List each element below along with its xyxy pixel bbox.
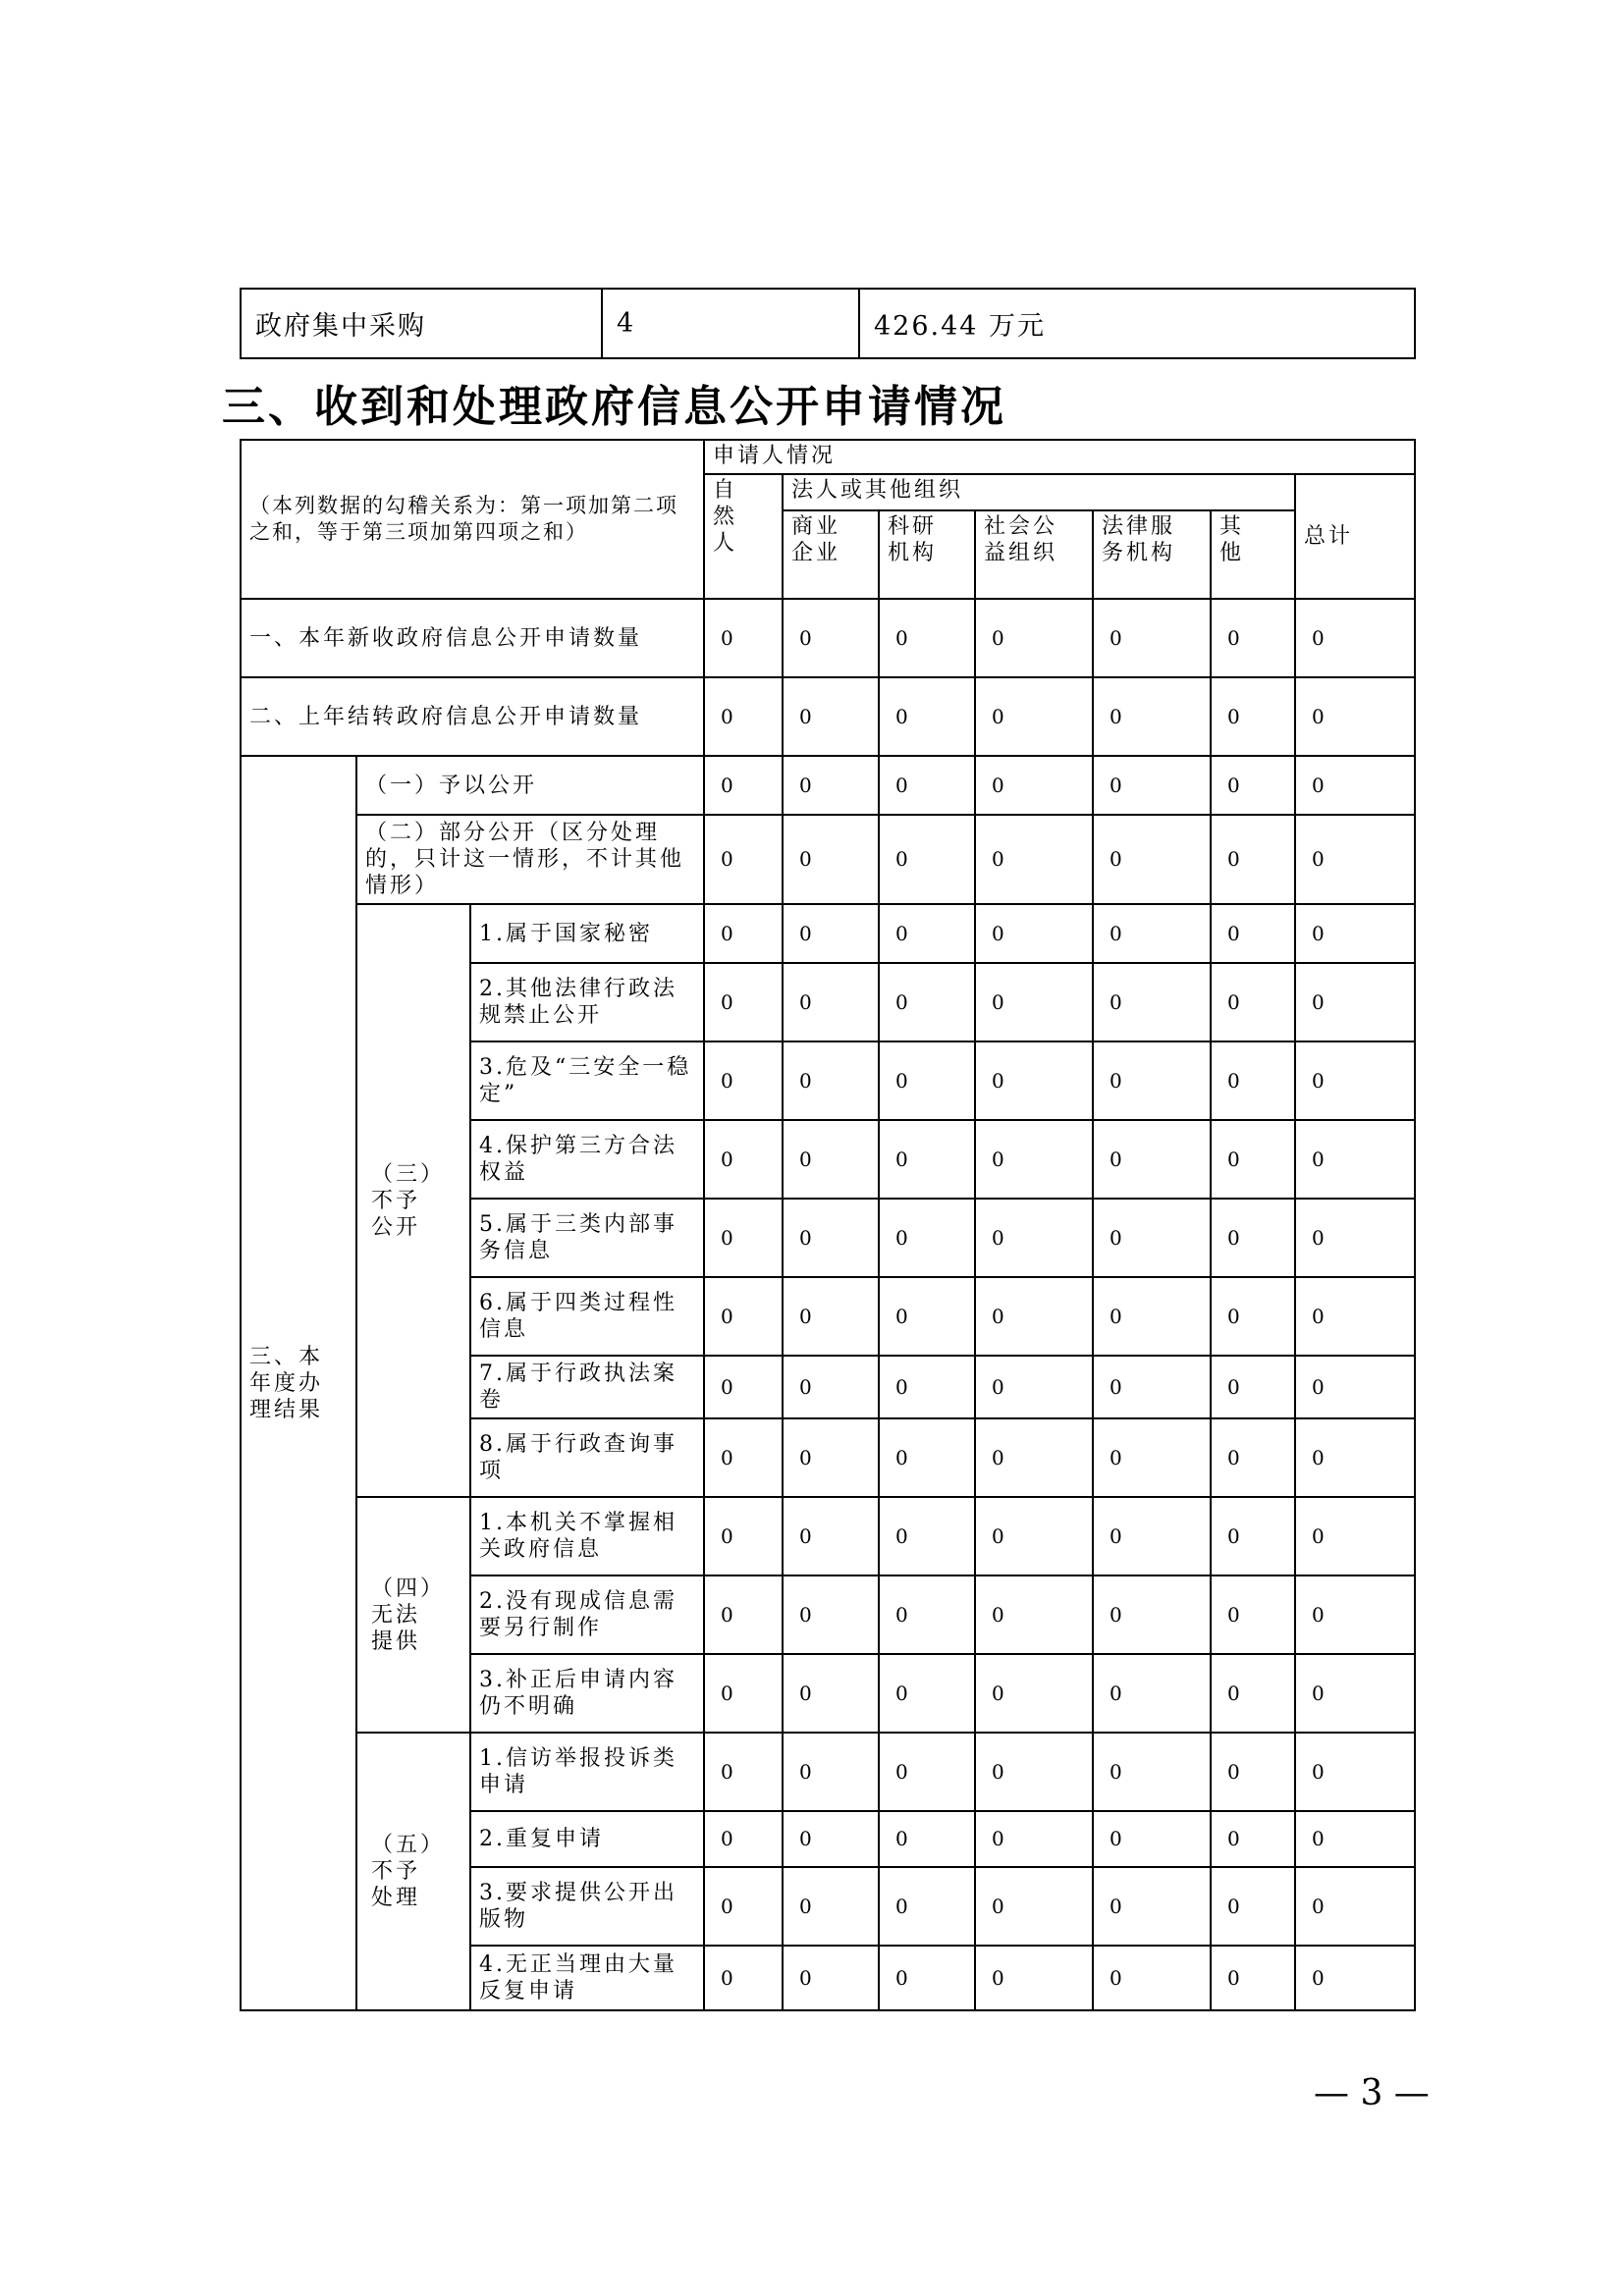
- sub-item-label: 3.危及“三安全一稳定”: [470, 1041, 704, 1120]
- cell-value: 0: [1093, 1199, 1211, 1277]
- sub-item-label: 8.属于行政查询事项: [470, 1418, 704, 1497]
- table-row: [241, 677, 1415, 756]
- sub3-label-text: （三）不予公开: [371, 1161, 446, 1240]
- procurement-table: [240, 288, 1416, 359]
- sub4-label: [356, 1497, 470, 1733]
- table-row: [241, 1497, 1415, 1575]
- col-research-label: 科研机构: [888, 514, 938, 565]
- group3-label: [241, 756, 356, 2010]
- cell-value: 0: [975, 677, 1093, 756]
- cell-value: 0: [783, 1654, 879, 1733]
- col-public-welfare-label: 社会公益组织: [984, 514, 1058, 565]
- cell-value: 0: [704, 1497, 783, 1575]
- cell-value: 0: [1211, 1946, 1295, 2010]
- cell-value: 0: [783, 963, 879, 1041]
- sub-item-label: 2.重复申请: [470, 1811, 704, 1867]
- cell-value: 0: [1295, 1277, 1415, 1356]
- cell-value: 0: [975, 1356, 1093, 1418]
- natural-person-label: 自然人: [713, 478, 738, 556]
- cell-value: 0: [704, 1120, 783, 1199]
- cell-value: 0: [704, 1811, 783, 1867]
- cell-value: 0: [1093, 756, 1211, 815]
- cell-value: 0: [975, 1120, 1093, 1199]
- cell-value: 0: [975, 1277, 1093, 1356]
- cell-value: 0: [1295, 1418, 1415, 1497]
- cell-value: 0: [1295, 1654, 1415, 1733]
- cell-value: 0: [783, 1356, 879, 1418]
- cell-value: 0: [879, 677, 975, 756]
- cell-value: 0: [1295, 904, 1415, 963]
- cell-value: 0: [1295, 756, 1415, 815]
- cell-value: 0: [704, 1041, 783, 1120]
- cell-value: 0: [975, 1867, 1093, 1946]
- cell-value: 0: [879, 1356, 975, 1418]
- cell-value: 0: [1295, 1811, 1415, 1867]
- cell-value: 0: [879, 1575, 975, 1654]
- sub-item-label: 2.没有现成信息需要另行制作: [470, 1575, 704, 1654]
- col-public-welfare: [975, 510, 1093, 599]
- cell-value: 0: [1093, 677, 1211, 756]
- cell-value: 0: [1211, 1733, 1295, 1811]
- cell-value: 0: [879, 756, 975, 815]
- cell-value: 0: [1295, 1946, 1415, 2010]
- cell-value: 0: [1295, 1497, 1415, 1575]
- cell-value: 0: [879, 1811, 975, 1867]
- cell-value: 0: [1093, 815, 1211, 904]
- sub-item-label: 1.本机关不掌握相关政府信息: [470, 1497, 704, 1575]
- sub-item-label: 7.属于行政执法案卷: [470, 1356, 704, 1418]
- cell-value: 0: [1295, 1733, 1415, 1811]
- cell-value: 0: [1295, 1575, 1415, 1654]
- cell-value: 0: [975, 599, 1093, 677]
- cell-value: 0: [1295, 963, 1415, 1041]
- cell-value: 0: [704, 1356, 783, 1418]
- cell-value: 0: [1211, 599, 1295, 677]
- cell-value: 0: [879, 1867, 975, 1946]
- applicant-header: 申请人情况: [704, 440, 1415, 474]
- cell-value: 0: [1093, 1654, 1211, 1733]
- cell-value: 0: [783, 815, 879, 904]
- procurement-label: 政府集中采购: [241, 289, 602, 358]
- cell-value: 0: [879, 963, 975, 1041]
- cell-value: 0: [783, 1199, 879, 1277]
- cell-value: 0: [975, 963, 1093, 1041]
- procurement-amount: 426.44 万元: [859, 289, 1415, 358]
- table-row: [241, 599, 1415, 677]
- row2-label: 二、上年结转政府信息公开申请数量: [241, 677, 704, 756]
- table-row: [241, 289, 1415, 358]
- col-business: [783, 510, 879, 599]
- section-heading: 三、收到和处理政府信息公开申请情况: [222, 382, 1006, 432]
- sub-item-label: 5.属于三类内部事务信息: [470, 1199, 704, 1277]
- col-legal-service-label: 法律服务机构: [1102, 514, 1176, 565]
- cell-value: 0: [783, 1418, 879, 1497]
- cell-value: 0: [1211, 756, 1295, 815]
- sub4-label-text: （四）无法提供: [371, 1575, 446, 1654]
- cell-value: 0: [879, 1733, 975, 1811]
- cell-value: 0: [975, 1199, 1093, 1277]
- cell-value: 0: [879, 815, 975, 904]
- cell-value: 0: [879, 599, 975, 677]
- table-row: [241, 815, 1415, 904]
- cell-value: 0: [783, 1946, 879, 2010]
- cell-value: 0: [879, 1041, 975, 1120]
- cell-value: 0: [1295, 1867, 1415, 1946]
- sub-item-label: 1.信访举报投诉类申请: [470, 1733, 704, 1811]
- cell-value: 0: [1093, 963, 1211, 1041]
- cell-value: 0: [783, 599, 879, 677]
- cell-value: 0: [783, 1497, 879, 1575]
- disclosure-table: [240, 439, 1416, 2011]
- header-row-1: [241, 440, 1415, 474]
- cell-value: 0: [1211, 904, 1295, 963]
- cell-value: 0: [783, 1041, 879, 1120]
- cell-value: 0: [975, 815, 1093, 904]
- cell-value: 0: [704, 1199, 783, 1277]
- cell-value: 0: [1295, 1199, 1415, 1277]
- item2-label: （二）部分公开（区分处理的，只计这一情形，不计其他情形）: [356, 815, 704, 904]
- cell-value: 0: [1211, 1120, 1295, 1199]
- cell-value: 0: [704, 1654, 783, 1733]
- cell-value: 0: [1211, 1041, 1295, 1120]
- cell-value: 0: [1093, 1867, 1211, 1946]
- col-total: 总计: [1295, 474, 1415, 599]
- cell-value: 0: [783, 904, 879, 963]
- cell-value: 0: [704, 599, 783, 677]
- cell-value: 0: [1211, 1654, 1295, 1733]
- cell-value: 0: [879, 1497, 975, 1575]
- cell-value: 0: [1093, 1418, 1211, 1497]
- cell-value: 0: [1093, 1811, 1211, 1867]
- sub5-label: [356, 1733, 470, 2010]
- sub-item-label: 2.其他法律行政法规禁止公开: [470, 963, 704, 1041]
- sub-item-label: 1.属于国家秘密: [470, 904, 704, 963]
- col-other: [1211, 510, 1295, 599]
- sub-item-label: 4.保护第三方合法权益: [470, 1120, 704, 1199]
- cell-value: 0: [879, 904, 975, 963]
- cell-value: 0: [704, 1867, 783, 1946]
- cell-value: 0: [704, 1575, 783, 1654]
- cell-value: 0: [1295, 599, 1415, 677]
- cell-value: 0: [975, 1946, 1093, 2010]
- cell-value: 0: [704, 756, 783, 815]
- cell-value: 0: [879, 1654, 975, 1733]
- cell-value: 0: [1211, 677, 1295, 756]
- cell-value: 0: [1211, 1199, 1295, 1277]
- cell-value: 0: [783, 1733, 879, 1811]
- col-natural-person: [704, 474, 783, 599]
- cell-value: 0: [783, 1811, 879, 1867]
- cell-value: 0: [975, 1041, 1093, 1120]
- cell-value: 0: [1211, 1418, 1295, 1497]
- cell-value: 0: [1211, 1811, 1295, 1867]
- cell-value: 0: [1211, 1356, 1295, 1418]
- cell-value: 0: [1093, 1356, 1211, 1418]
- sub-item-label: 4.无正当理由大量反复申请: [470, 1946, 704, 2010]
- table-note: （本列数据的勾稽关系为：第一项加第二项之和，等于第三项加第四项之和）: [241, 440, 704, 599]
- cell-value: 0: [879, 1418, 975, 1497]
- cell-value: 0: [1093, 1497, 1211, 1575]
- cell-value: 0: [704, 1277, 783, 1356]
- cell-value: 0: [975, 1497, 1093, 1575]
- cell-value: 0: [1093, 1946, 1211, 2010]
- col-other-label: 其他: [1219, 514, 1245, 565]
- cell-value: 0: [783, 756, 879, 815]
- cell-value: 0: [975, 1811, 1093, 1867]
- cell-value: 0: [975, 1418, 1093, 1497]
- cell-value: 0: [1295, 677, 1415, 756]
- col-research: [879, 510, 975, 599]
- cell-value: 0: [1093, 904, 1211, 963]
- cell-value: 0: [1211, 1867, 1295, 1946]
- cell-value: 0: [879, 1946, 975, 2010]
- col-legal-service: [1093, 510, 1211, 599]
- cell-value: 0: [879, 1277, 975, 1356]
- legal-group-header: 法人或其他组织: [783, 474, 1295, 510]
- sub3-label: [356, 904, 470, 1497]
- cell-value: 0: [975, 756, 1093, 815]
- cell-value: 0: [1211, 815, 1295, 904]
- cell-value: 0: [975, 1654, 1093, 1733]
- table-row: [241, 904, 1415, 963]
- cell-value: 0: [704, 1418, 783, 1497]
- cell-value: 0: [783, 1120, 879, 1199]
- cell-value: 0: [1295, 815, 1415, 904]
- cell-value: 0: [879, 1120, 975, 1199]
- cell-value: 0: [975, 904, 1093, 963]
- item1-label: （一）予以公开: [356, 756, 704, 815]
- cell-value: 0: [704, 815, 783, 904]
- cell-value: 0: [704, 1946, 783, 2010]
- cell-value: 0: [1295, 1120, 1415, 1199]
- cell-value: 0: [704, 904, 783, 963]
- cell-value: 0: [1295, 1041, 1415, 1120]
- cell-value: 0: [783, 1575, 879, 1654]
- cell-value: 0: [1093, 1041, 1211, 1120]
- cell-value: 0: [1093, 1277, 1211, 1356]
- cell-value: 0: [783, 1277, 879, 1356]
- cell-value: 0: [1211, 963, 1295, 1041]
- cell-value: 0: [1295, 1356, 1415, 1418]
- cell-value: 0: [704, 677, 783, 756]
- cell-value: 0: [975, 1733, 1093, 1811]
- cell-value: 0: [704, 963, 783, 1041]
- cell-value: 0: [704, 1733, 783, 1811]
- col-business-label: 商业企业: [791, 514, 841, 565]
- sub-item-label: 6.属于四类过程性信息: [470, 1277, 704, 1356]
- cell-value: 0: [1093, 1733, 1211, 1811]
- cell-value: 0: [879, 1199, 975, 1277]
- page-number: — 3 —: [1314, 2073, 1430, 2113]
- cell-value: 0: [783, 1867, 879, 1946]
- sub5-label-text: （五）不予处理: [371, 1833, 446, 1910]
- row1-label: 一、本年新收政府信息公开申请数量: [241, 599, 704, 677]
- table-row: [241, 1733, 1415, 1811]
- cell-value: 0: [1093, 599, 1211, 677]
- cell-value: 0: [783, 677, 879, 756]
- cell-value: 0: [1093, 1120, 1211, 1199]
- table-row: [241, 756, 1415, 815]
- sub-item-label: 3.补正后申请内容仍不明确: [470, 1654, 704, 1733]
- cell-value: 0: [1093, 1575, 1211, 1654]
- sub-item-label: 3.要求提供公开出版物: [470, 1867, 704, 1946]
- cell-value: 0: [975, 1575, 1093, 1654]
- cell-value: 0: [1211, 1575, 1295, 1654]
- cell-value: 0: [1211, 1277, 1295, 1356]
- group3-label-text: 三、本年度办理结果: [249, 1344, 324, 1422]
- procurement-count: 4: [602, 289, 859, 358]
- cell-value: 0: [1211, 1497, 1295, 1575]
